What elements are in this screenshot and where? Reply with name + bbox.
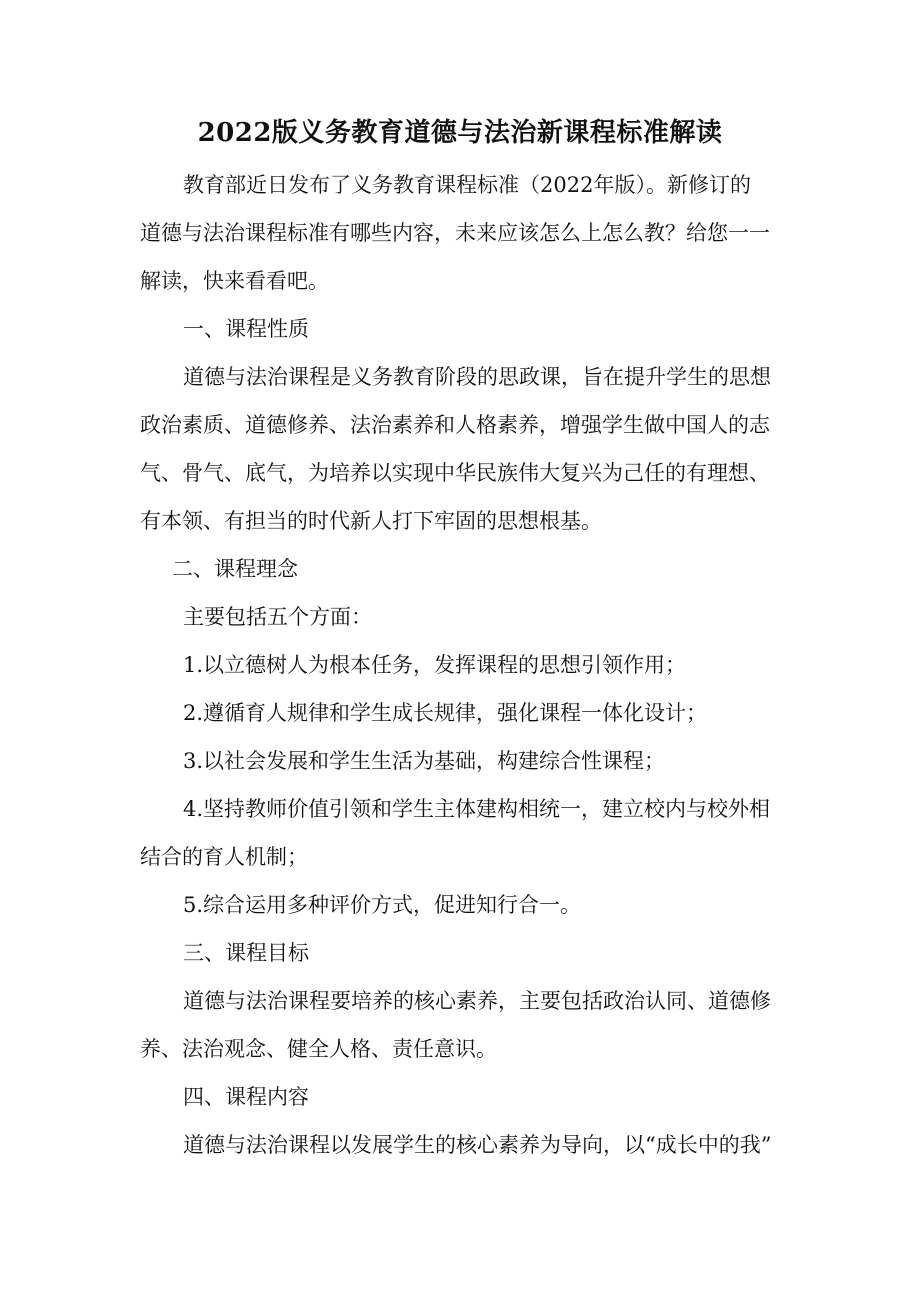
paragraph-line: 有本领、有担当的时代新人打下牢固的思想根基。 (140, 509, 602, 533)
paragraph-line: 主要包括五个方面： (183, 605, 372, 629)
paragraph-line: 道德与法治课程以发展学生的核心素养为导向，以“成长中的我” (183, 1133, 772, 1157)
list-item-continuation: 结合的育人机制； (140, 845, 308, 869)
paragraph-line: 道德与法治课程要培养的核心素养，主要包括政治认同、道德修 (183, 989, 771, 1013)
paragraph-line: 道德与法治课程标准有哪些内容，未来应该怎么上怎么教？给您一一 (140, 221, 770, 245)
list-item: 1.以立德树人为根本任务，发挥课程的思想引领作用； (183, 653, 687, 677)
document-title: 2022版义务教育道德与法治新课程标准解读 (197, 118, 723, 148)
section-heading: 二、课程理念 (172, 557, 298, 581)
section-heading: 三、课程目标 (183, 941, 309, 965)
paragraph-line: 解读，快来看看吧。 (140, 269, 329, 293)
list-item: 4.坚持教师价值引领和学生主体建构相统一，建立校内与校外相 (183, 797, 771, 821)
paragraph-line: 政治素质、道德修养、法治素养和人格素养，增强学生做中国人的志 (140, 413, 770, 437)
paragraph-line: 道德与法治课程是义务教育阶段的思政课，旨在提升学生的思想 (183, 365, 771, 389)
section-heading: 四、课程内容 (183, 1085, 309, 1109)
list-item: 5.综合运用多种评价方式，促进知行合一。 (183, 893, 582, 917)
list-item: 3.以社会发展和学生生活为基础，构建综合性课程； (183, 749, 666, 773)
paragraph-line: 教育部近日发布了义务教育课程标准（2022年版）。新修订的 (183, 173, 751, 197)
paragraph-line: 养、法治观念、健全人格、责任意识。 (140, 1037, 497, 1061)
section-heading: 一、课程性质 (183, 317, 309, 341)
paragraph-line: 气、骨气、底气，为培养以实现中华民族伟大复兴为己任的有理想、 (140, 461, 770, 485)
list-item: 2.遵循育人规律和学生成长规律，强化课程一体化设计； (183, 701, 708, 725)
